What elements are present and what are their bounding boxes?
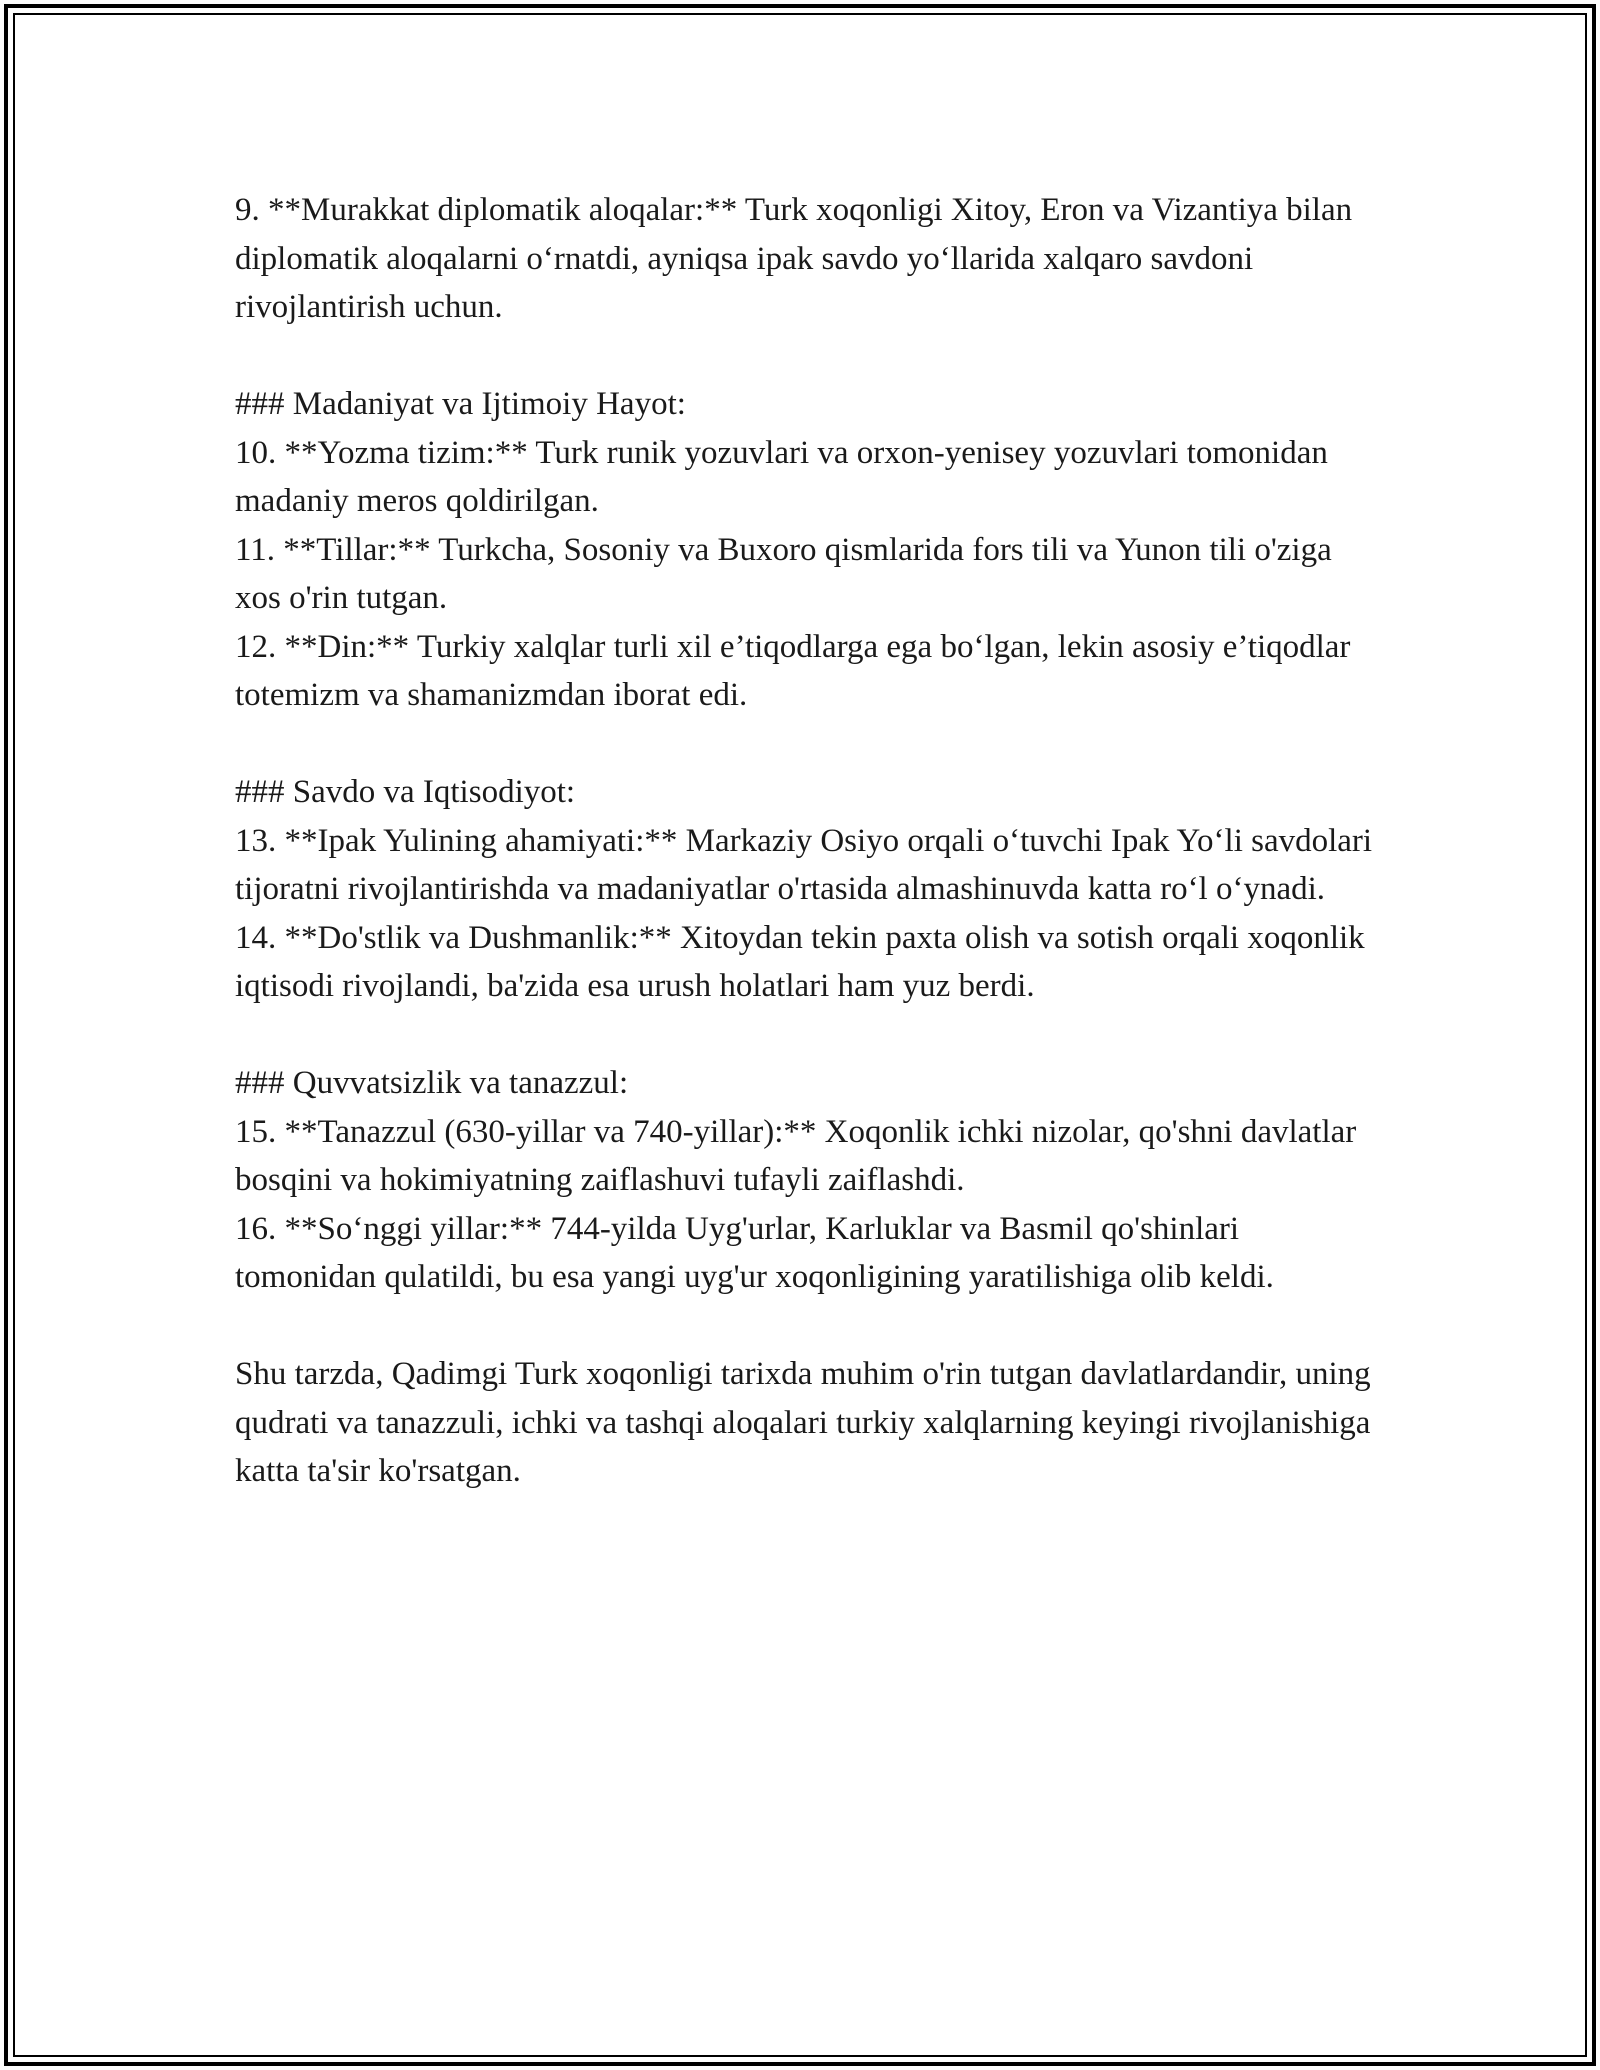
section-heading-decline: ### Quvvatsizlik va tanazzul: [235,1065,629,1101]
list-item-14: 14. **Do'stlik va Dushmanlik:** Xitoydan tekin paxta olish va sotish orqali xoqonlik iqtisodi rivojlandi, ba'zida esa urush holatlari ham yuz berdi. [235,919,1365,1004]
list-item-12: 12. **Din:** Turkiy xalqlar turli xil e’tiqodlarga ega bo‘lgan, lekin asosiy e’tiqodlar totemizm va shamanizmdan iborat edi. [235,628,1351,713]
list-item-9: 9. **Murakkat diplomatik aloqalar:** Turk xoqonligi Xitoy, Eron va Vizantiya bilan diplomatik aloqalarni o‘rnatdi, ayniqsa ipak savdo yo‘llarida xalqaro savdoni rivojlantirish uchun. [235,192,1353,325]
document-body [235,186,1385,1496]
list-item-10: 10. **Yozma tizim:** Turk runik yozuvlari va orxon-yenisey yozuvlari tomonidan madaniy meros qoldirilgan. [235,434,1328,519]
section-heading-culture: ### Madaniyat va Ijtimoiy Hayot: [235,386,686,422]
list-item-11: 11. **Tillar:** Turkcha, Sosoniy va Buxoro qismlarida fors tili va Yunon tili o'ziga xos o'rin tutgan. [235,531,1332,616]
paragraph-spacer [235,1011,1385,1060]
section-heading-trade: ### Savdo va Iqtisodiyot: [235,774,576,810]
paragraph-spacer [235,720,1385,769]
conclusion-paragraph: Shu tarzda, Qadimgi Turk xoqonligi tarixda muhim o'rin tutgan davlatlardandir, uning qudrati va tanazzuli, ichki va tashqi aloqalari turkiy xalqlarning keyingi rivojlanishiga katta ta'sir ko'rsatgan. [235,1356,1371,1489]
list-item-16: 16. **So‘nggi yillar:** 744-yilda Uyg'urlar, Karluklar va Basmil qo'shinlari tomonidan qulatildi, bu esa yangi uyg'ur xoqonligining yaratilishiga olib keldi. [235,1210,1274,1295]
list-item-15: 15. **Tanazzul (630-yillar va 740-yillar):** Xoqonlik ichki nizolar, qo'shni davlatlar bosqini va hokimiyatning zaiflashuvi tufayli zaiflashdi. [235,1113,1357,1198]
list-item-13: 13. **Ipak Yulining ahamiyati:** Markaziy Osiyo orqali o‘tuvchi Ipak Yo‘li savdolari tijoratni rivojlantirishda va madaniyatlar o'rtasida almashinuvda katta ro‘l o‘ynadi. [235,822,1373,907]
paragraph-spacer [235,332,1385,381]
paragraph-spacer [235,1302,1385,1351]
